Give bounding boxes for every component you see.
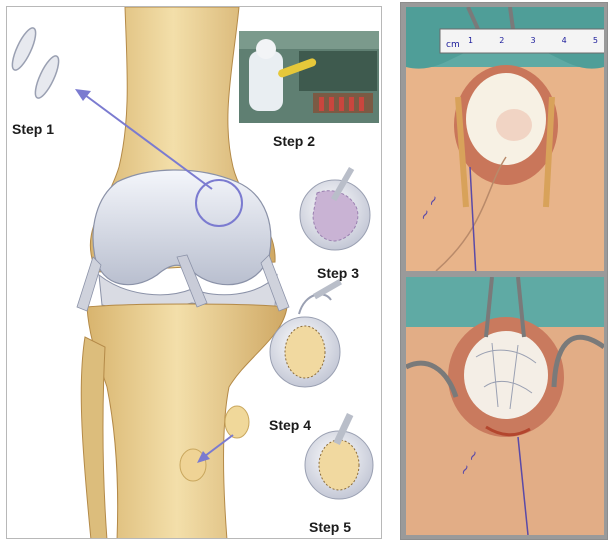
step1-label: Step 1 [12, 121, 55, 137]
surgery-photos-panel [400, 2, 608, 540]
knee-illustration-panel [6, 6, 382, 539]
ruler-mark: 4 [561, 36, 567, 45]
step3-disc [300, 167, 370, 250]
cartilage-disc [8, 25, 40, 73]
surgery-photo-bottom [406, 277, 604, 535]
lab-photo [239, 31, 379, 123]
arrow-head [75, 89, 91, 101]
fibula-bone [81, 337, 107, 539]
ruler-mark: 1 [468, 36, 474, 45]
ruler-marks [468, 36, 598, 45]
svg-text:cm: cm [446, 40, 460, 50]
svg-text:~ ~: ~ ~ [415, 191, 444, 224]
tibia-bone [87, 304, 287, 539]
ruler-mark: 3 [530, 36, 536, 45]
ruler-mark: 5 [592, 36, 598, 45]
step4-label: Step 4 [269, 417, 312, 433]
step5-label: Step 5 [309, 519, 352, 535]
ruler-mark: 2 [499, 36, 505, 45]
ligament [77, 257, 101, 311]
svg-text:~ ~: ~ ~ [455, 446, 484, 479]
surgery-photo-top [406, 7, 604, 271]
step3-label: Step 3 [317, 265, 360, 281]
step5-disc [305, 413, 373, 499]
periosteal-patch [225, 406, 249, 438]
cartilage-disc [31, 53, 63, 101]
step2-label: Step 2 [273, 133, 316, 149]
